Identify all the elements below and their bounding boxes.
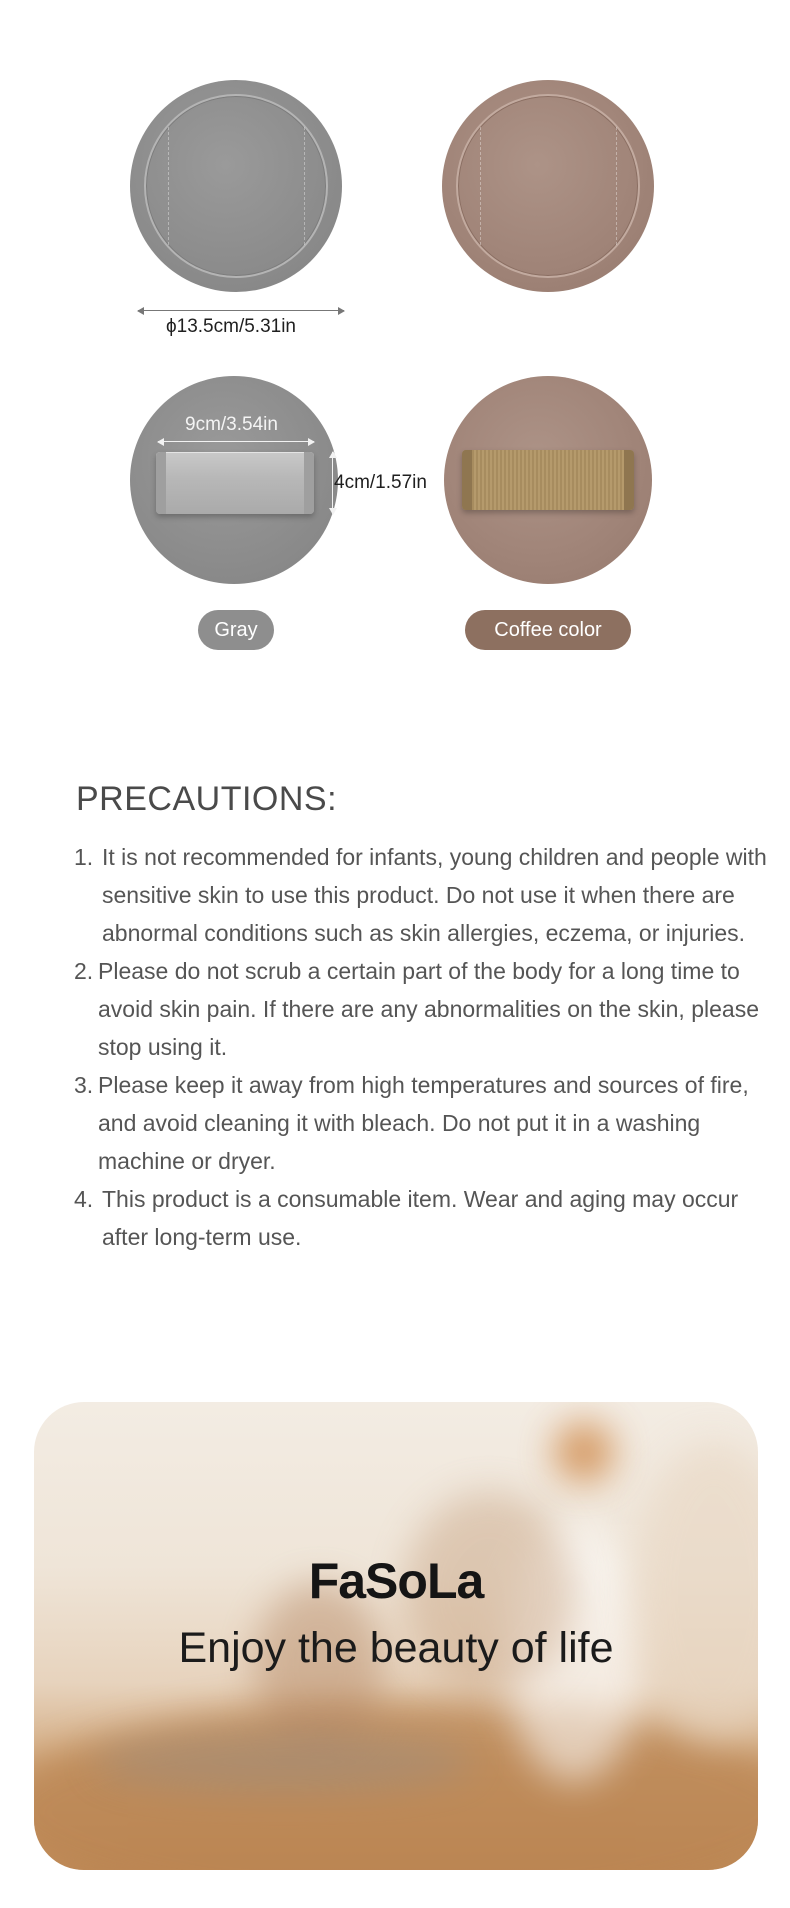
precaution-item bbox=[74, 838, 774, 952]
precaution-number: 2. bbox=[74, 958, 94, 984]
precaution-text: Please do not scrub a certain part of the body for a long time to avoid skin pain. If there are any abnormalities on the skin, please stop using it. bbox=[98, 958, 759, 1060]
coffee-disc-back bbox=[444, 376, 652, 584]
gray-strap bbox=[156, 452, 314, 514]
color-option-coffee[interactable]: Coffee color bbox=[465, 610, 631, 650]
brand-banner bbox=[34, 1402, 758, 1870]
precaution-number: 3. bbox=[74, 1072, 94, 1098]
strap-height-dimension-line bbox=[332, 452, 333, 514]
precaution-text: This product is a consumable item. Wear and aging may occur after long-term use. bbox=[102, 1186, 739, 1250]
precautions-title: PRECAUTIONS: bbox=[76, 780, 338, 818]
precaution-item bbox=[74, 952, 774, 1066]
precaution-item bbox=[74, 1180, 774, 1256]
background-blur bbox=[94, 1732, 474, 1792]
gray-disc-front bbox=[130, 80, 342, 292]
strap-width-dimension-line bbox=[158, 441, 314, 442]
coffee-disc-front bbox=[442, 80, 654, 292]
precautions-list bbox=[74, 838, 774, 1256]
background-blur bbox=[554, 1422, 614, 1482]
coffee-strap bbox=[462, 450, 634, 510]
diameter-dimension-line bbox=[138, 310, 344, 311]
precaution-number: 4. bbox=[74, 1186, 94, 1212]
strap-height-label: 4cm/1.57in bbox=[334, 472, 427, 493]
brand-logo-text: FaSoLa bbox=[308, 1553, 484, 1609]
precaution-number: 1. bbox=[74, 844, 94, 870]
brand-tagline: Enjoy the beauty of life bbox=[178, 1624, 614, 1672]
diameter-label: ϕ13.5cm/5.31in bbox=[166, 316, 296, 337]
color-option-gray[interactable]: Gray bbox=[198, 610, 274, 650]
precaution-item bbox=[74, 1066, 774, 1180]
precaution-text: It is not recommended for infants, young children and people with sensitive skin to use this product. Do not use it when there are abnormal conditions such as skin allergies, eczema, or injuries. bbox=[102, 844, 767, 946]
strap-width-label: 9cm/3.54in bbox=[185, 414, 278, 435]
precaution-text: Please keep it away from high temperatures and sources of fire, and avoid cleaning it with bleach. Do not put it in a washing machine or dryer. bbox=[98, 1072, 749, 1174]
gray-disc-back bbox=[130, 376, 338, 584]
